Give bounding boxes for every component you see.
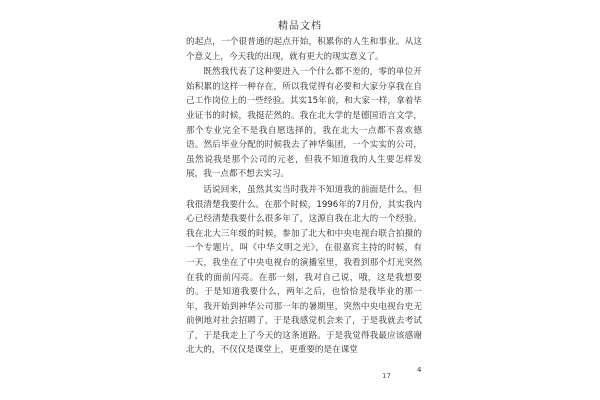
page-number: 17 <box>382 372 391 380</box>
page-header-title: 精品文档 <box>278 21 322 32</box>
document-body <box>186 35 422 359</box>
footer-mark: 4 <box>417 366 422 374</box>
paragraph-1: 的起点，一个很普通的起点开始，积累你的人生和事业。从这个意义上，今天我的出现，就有更大的现实意义了。 <box>186 37 422 62</box>
paragraph-3: 话说回来，虽然其实当时我并不知道我的前面是什么，但我很清楚我要什么。在那个时候，1996年的7月份，其实我内心已经清楚我要什么很多年了，这源自我在北大的一个经验。我在北大三年级的时候，参加了北大和中央电视台联合拍摄的一个专题片，叫《中华文明之光》，在很嘉宾主持的时候，有一天，我坐在了中央电视台的演播室里，我看到那个灯光突然在我的面前闪亮。在那一刻，我对自己说，哦，这是我想要的。于是知道我要什么，两年之后，也恰恰是我毕业的那一年，我开始到神华公司那一年的暑期里，突然中央电视台史无前例地对社会招聘了，于是我感觉机会来了，于是我就去考试了，于是我走上了今天的这条道路。于是我觉得我最应该感谢北大的，不仅仅是课堂上，更重要的是在课堂 <box>186 184 422 356</box>
paragraph-2: 既然我代表了这种要进入一个什么都不差的，零的单位开始积累的这样一种存在，所以我觉得有必要和大家分享我在自己工作岗位上的一些经验。其实15年前，和大家一样，拿着毕业证书的时候，我挺茫然的。我在北大学的是德国语言文学，那个专业完全不是我自愿选择的，我在北大一点都不喜欢德语。然后毕业分配的时候我去了神华集团，一个实实的公司，虽然说我是那个公司的元老，但我不知道我的人生要怎样发展，我一点都不想去实习。 <box>186 67 422 180</box>
